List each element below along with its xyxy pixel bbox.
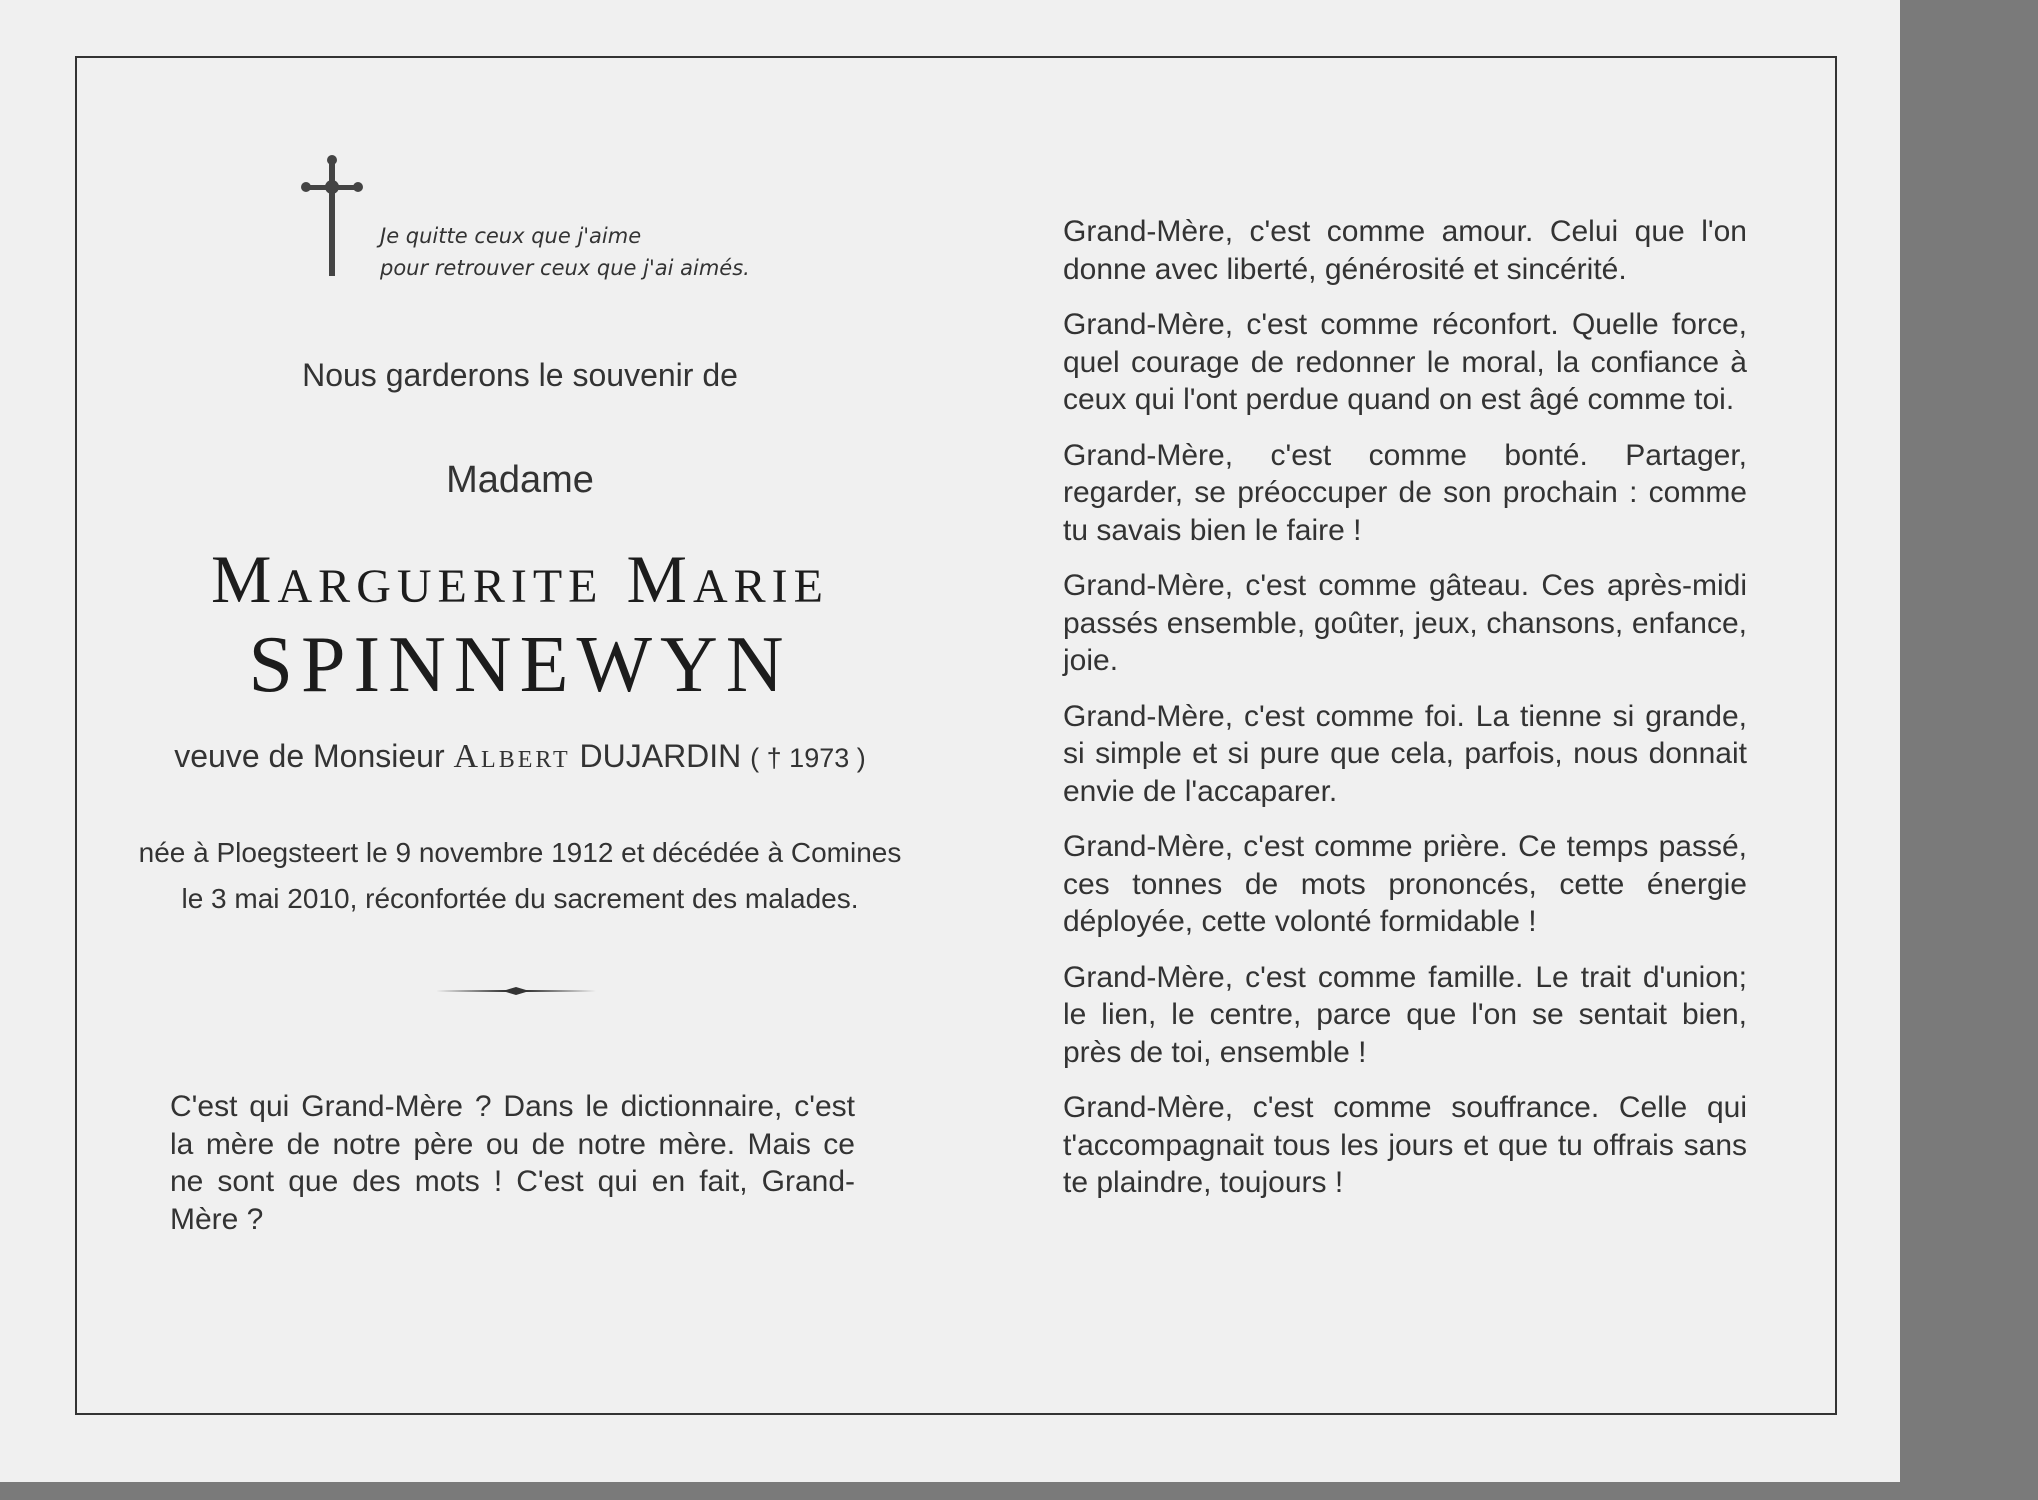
poem-verse: Grand-Mère, c'est comme foi. La tienne si grande, si simple et si pure que cela, parfois, nous donnait envie de l'accaparer. <box>1063 699 1747 808</box>
intro-text: Nous garderons le souvenir de <box>302 357 738 393</box>
poem-verse: Grand-Mère, c'est comme famille. Le trait d'union; le lien, le centre, parce que l'on se sentait bien, près de toi, ensemble ! <box>1063 960 1747 1069</box>
poem-verse: Grand-Mère, c'est comme prière. Ce temps passé, ces tonnes de mots prononcés, cette énergie déployée, cette volonté formidable ! <box>1063 830 1747 938</box>
epitaph-line: Je quitte ceux que j'aime <box>380 224 642 248</box>
poem-verse: Grand-Mère, c'est comme réconfort. Quelle force, quel courage de redonner le moral, la confiance à ceux qui l'ont perdue quand on est âgé comme toi. <box>1063 308 1747 416</box>
honorific: Madame <box>446 459 594 501</box>
birth-line: née à Ploegsteert le 9 novembre 1912 et décédée à Comines <box>138 837 902 868</box>
given-names: Marguerite Marie <box>211 541 829 617</box>
poem <box>1063 213 1747 1220</box>
cross-icon <box>300 152 364 280</box>
birth-death-details <box>120 830 920 922</box>
husband-last-name: DUJARDIN <box>579 738 742 774</box>
death-line: le 3 mai 2010, réconfortée du sacrement des malades. <box>181 883 859 914</box>
epitaph <box>380 220 880 284</box>
husband-death-year: ( † 1973 ) <box>750 743 866 773</box>
poem-verse: Grand-Mère, c'est comme gâteau. Ces après-midi passés ensemble, goûter, jeux, chansons, enfance, joie. <box>1063 569 1747 677</box>
divider-ornament <box>436 984 596 998</box>
question-paragraph: C'est qui Grand-Mère ? Dans le dictionnaire, c'est la mère de notre père ou de notre mère. Mais ce ne sont que des mots ! C'est qui en fait, Grand-Mère ? <box>170 1090 855 1236</box>
poem-verse: Grand-Mère, c'est comme souffrance. Celle qui t'accompagnait tous les jours et que tu offrais sans te plaindre, toujours ! <box>1063 1091 1747 1199</box>
poem-verse: Grand-Mère, c'est comme amour. Celui que l'on donne avec liberté, générosité et sincérité. <box>1063 215 1747 286</box>
husband-first-name: Albert <box>453 738 571 775</box>
surname: SPINNEWYN <box>248 621 792 709</box>
epitaph-line: pour retrouver ceux que j'ai aimés. <box>380 256 750 280</box>
poem-verse: Grand-Mère, c'est comme bonté. Partager, regarder, se préoccuper de son prochain : comme tu savais bien le faire ! <box>1063 438 1747 547</box>
widow-prefix: veuve de Monsieur <box>174 738 445 774</box>
widow-line <box>120 738 920 776</box>
